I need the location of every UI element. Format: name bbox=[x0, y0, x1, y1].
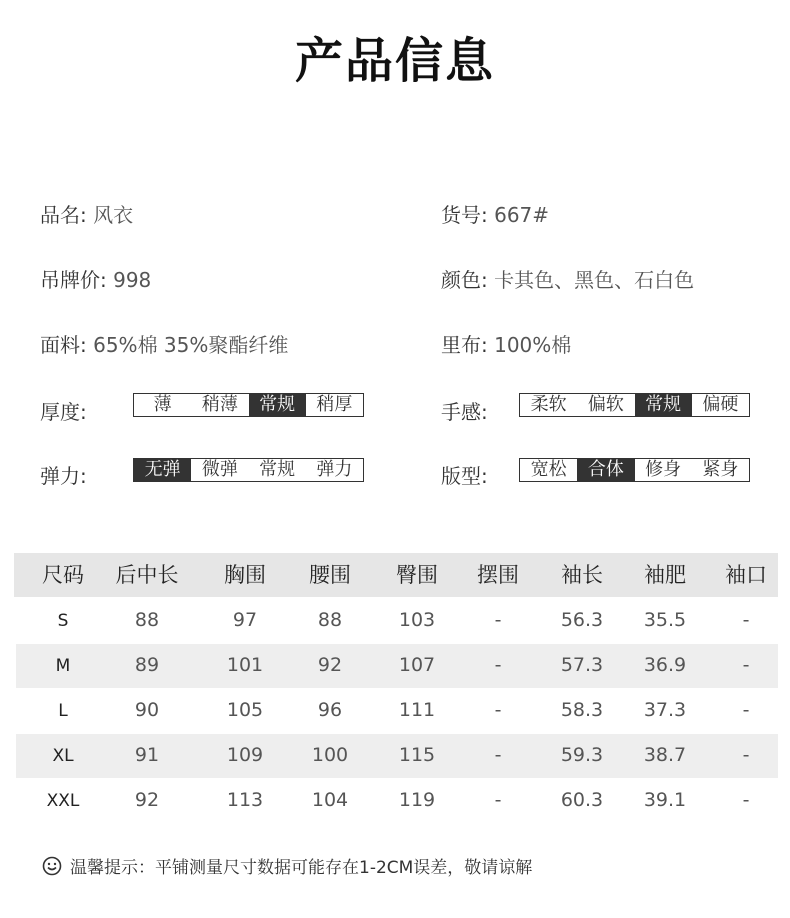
fit-label: 版型: bbox=[441, 464, 488, 488]
name-value: 风衣 bbox=[93, 203, 134, 227]
price-value: 998 bbox=[113, 268, 152, 292]
table-cell: 101 bbox=[226, 654, 264, 676]
fit-option: 合体 bbox=[577, 459, 634, 481]
table-cell: - bbox=[494, 654, 502, 676]
table-header-cell: 腰围 bbox=[309, 563, 351, 587]
table-cell: 36.9 bbox=[643, 654, 687, 676]
size-label: L bbox=[58, 701, 68, 721]
feel-option: 柔软 bbox=[530, 394, 567, 415]
info-fabric bbox=[40, 329, 288, 358]
info-name bbox=[40, 199, 133, 228]
table-cell: - bbox=[494, 699, 502, 721]
feel-options bbox=[519, 393, 750, 417]
table-header-cell: 胸围 bbox=[224, 563, 266, 587]
thickness-option: 稍厚 bbox=[316, 394, 353, 415]
feel-option: 常规 bbox=[635, 394, 692, 416]
table-cell: - bbox=[742, 789, 750, 811]
table-header-cell: 袖口 bbox=[725, 563, 767, 587]
fit-option: 宽松 bbox=[530, 459, 567, 480]
table-cell: - bbox=[742, 744, 750, 766]
table-header-cell: 袖肥 bbox=[644, 563, 686, 587]
table-cell: 113 bbox=[226, 789, 264, 811]
fabric-label: 面料: bbox=[40, 333, 87, 357]
thickness-option: 常规 bbox=[249, 394, 306, 416]
table-cell: 111 bbox=[398, 699, 436, 721]
table-cell: 58.3 bbox=[560, 699, 604, 721]
page-title: 产品信息 bbox=[294, 33, 495, 89]
table-cell: 96 bbox=[317, 699, 343, 721]
thickness-option: 稍薄 bbox=[201, 394, 238, 415]
smile-icon bbox=[42, 856, 62, 876]
info-lining bbox=[441, 329, 571, 358]
table-cell: - bbox=[742, 609, 750, 631]
lining-value: 100%棉 bbox=[494, 333, 572, 357]
elasticity-options bbox=[133, 458, 364, 482]
info-price bbox=[40, 264, 151, 293]
table-cell: 90 bbox=[134, 699, 160, 721]
size-label: M bbox=[55, 656, 71, 676]
elasticity-option: 微弹 bbox=[201, 459, 238, 480]
table-cell: 56.3 bbox=[560, 609, 604, 631]
table-cell: 59.3 bbox=[560, 744, 604, 766]
table-cell: - bbox=[742, 654, 750, 676]
table-header-cell: 后中长 bbox=[115, 563, 179, 587]
table-header-cell: 尺码 bbox=[42, 563, 84, 587]
table-cell: 104 bbox=[311, 789, 349, 811]
thickness-option: 薄 bbox=[153, 394, 172, 415]
thickness-options bbox=[133, 393, 364, 417]
table-cell: 107 bbox=[398, 654, 436, 676]
item-no-value: 667# bbox=[494, 203, 550, 227]
table-cell: 97 bbox=[232, 609, 258, 631]
color-value: 卡其色、黑色、石白色 bbox=[494, 268, 695, 292]
table-cell: - bbox=[494, 609, 502, 631]
table-header-cell: 摆围 bbox=[477, 563, 519, 587]
table-cell: 103 bbox=[398, 609, 436, 631]
table-cell: - bbox=[742, 699, 750, 721]
elasticity-option: 弹力 bbox=[316, 459, 353, 480]
table-cell: 115 bbox=[398, 744, 436, 766]
table-header-cell: 臀围 bbox=[396, 563, 438, 587]
table-cell: 92 bbox=[317, 654, 343, 676]
fabric-value: 65%棉 35%聚酯纤维 bbox=[93, 333, 289, 357]
info-color bbox=[441, 264, 694, 293]
fit-options bbox=[519, 458, 750, 482]
table-cell: 92 bbox=[134, 789, 160, 811]
table-cell: 35.5 bbox=[643, 609, 687, 631]
elasticity-option: 常规 bbox=[259, 459, 296, 480]
table-cell: 100 bbox=[311, 744, 349, 766]
size-label: S bbox=[57, 611, 69, 631]
item-no-label: 货号: bbox=[441, 203, 488, 227]
table-cell: 109 bbox=[226, 744, 264, 766]
note-text: 温馨提示：平铺测量尺寸数据可能存在1-2CM误差，敬请谅解 bbox=[70, 858, 533, 878]
fit-option: 修身 bbox=[645, 459, 682, 480]
elasticity-option: 无弹 bbox=[134, 459, 191, 481]
feel-option: 偏硬 bbox=[702, 394, 739, 415]
table-cell: 60.3 bbox=[560, 789, 604, 811]
table-cell: 88 bbox=[317, 609, 343, 631]
lining-label: 里布: bbox=[441, 333, 488, 357]
table-cell: 37.3 bbox=[643, 699, 687, 721]
table-cell: - bbox=[494, 789, 502, 811]
size-label: XL bbox=[52, 746, 74, 766]
table-header-cell: 袖长 bbox=[561, 563, 603, 587]
table-cell: 119 bbox=[398, 789, 436, 811]
table-cell: 105 bbox=[226, 699, 264, 721]
info-item-no bbox=[441, 199, 549, 228]
table-cell: 38.7 bbox=[643, 744, 687, 766]
table-cell: 89 bbox=[134, 654, 160, 676]
table-cell: 91 bbox=[134, 744, 160, 766]
name-label: 品名: bbox=[40, 203, 87, 227]
color-label: 颜色: bbox=[441, 268, 488, 292]
fit-option: 紧身 bbox=[702, 459, 739, 480]
elasticity-label: 弹力: bbox=[40, 464, 87, 488]
table-cell: - bbox=[494, 744, 502, 766]
thickness-label: 厚度: bbox=[40, 400, 87, 424]
price-label: 吊牌价: bbox=[40, 268, 107, 292]
feel-option: 偏软 bbox=[587, 394, 624, 415]
note bbox=[42, 853, 532, 878]
table-cell: 88 bbox=[134, 609, 160, 631]
size-label: XXL bbox=[46, 791, 80, 811]
table-cell: 57.3 bbox=[560, 654, 604, 676]
table-cell: 39.1 bbox=[643, 789, 687, 811]
feel-label: 手感: bbox=[441, 400, 488, 424]
